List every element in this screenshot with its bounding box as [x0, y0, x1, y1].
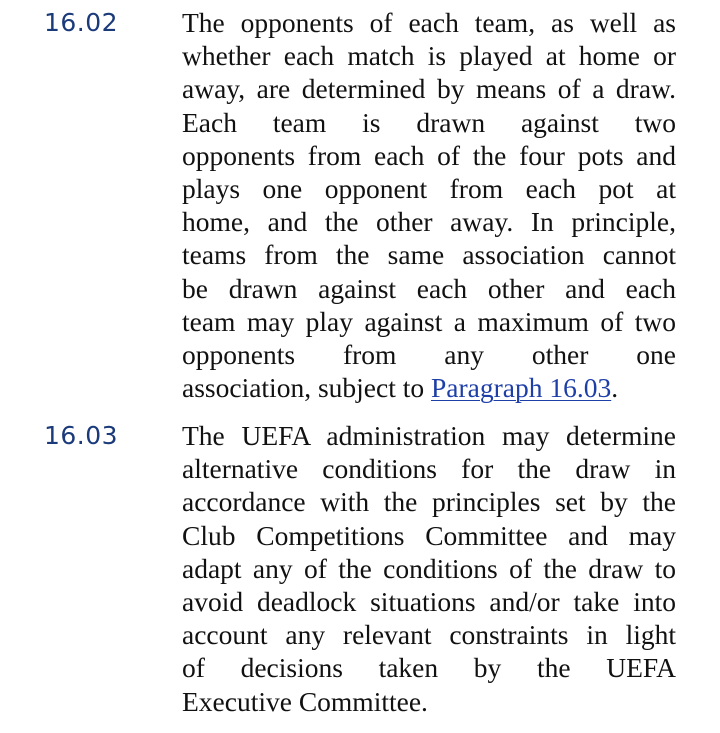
clause-number: 16.02 — [44, 8, 119, 37]
text-line: away, are determined by means of a draw. — [182, 73, 676, 105]
text-segment: association, subject to — [182, 372, 431, 404]
text-line: The UEFA administration may determine — [182, 420, 676, 451]
clause-text — [182, 419, 676, 718]
text-line: team may play against a maximum of two — [182, 305, 676, 337]
text-segment: . — [611, 372, 619, 404]
text-line: alternative conditions for the draw in — [182, 453, 676, 485]
text-line: The opponents of each team, as well as — [182, 7, 676, 38]
text-line: account any relevant constraints in light — [182, 619, 676, 651]
text-line: accordance with the principles set by the — [182, 486, 676, 518]
text-line-last: Executive Committee. — [182, 685, 428, 717]
text-line: adapt any of the conditions of the draw to — [182, 552, 676, 584]
text-line: of decisions taken by the UEFA — [182, 652, 676, 684]
text-line: whether each match is played at home or — [182, 40, 676, 72]
text-line: plays one opponent from each pot at — [182, 172, 676, 204]
text-line: opponents from each of the four pots and — [182, 139, 676, 171]
text-line: be drawn against each other and each — [182, 272, 676, 304]
text-line: avoid deadlock situations and/or take into — [182, 585, 676, 617]
paragraph-16-03-link[interactable]: Paragraph 16.03 — [430, 372, 612, 404]
clause-number: 16.03 — [44, 421, 119, 450]
text-line: opponents from any other one — [182, 338, 676, 370]
text-line-last — [182, 371, 676, 404]
text-line: teams from the same association cannot — [182, 239, 676, 271]
text-line: Each team is drawn against two — [182, 106, 676, 138]
clause-text — [182, 6, 676, 404]
text-line: Club Competitions Committee and may — [182, 519, 676, 551]
text-line: home, and the other away. In principle, — [182, 206, 676, 238]
